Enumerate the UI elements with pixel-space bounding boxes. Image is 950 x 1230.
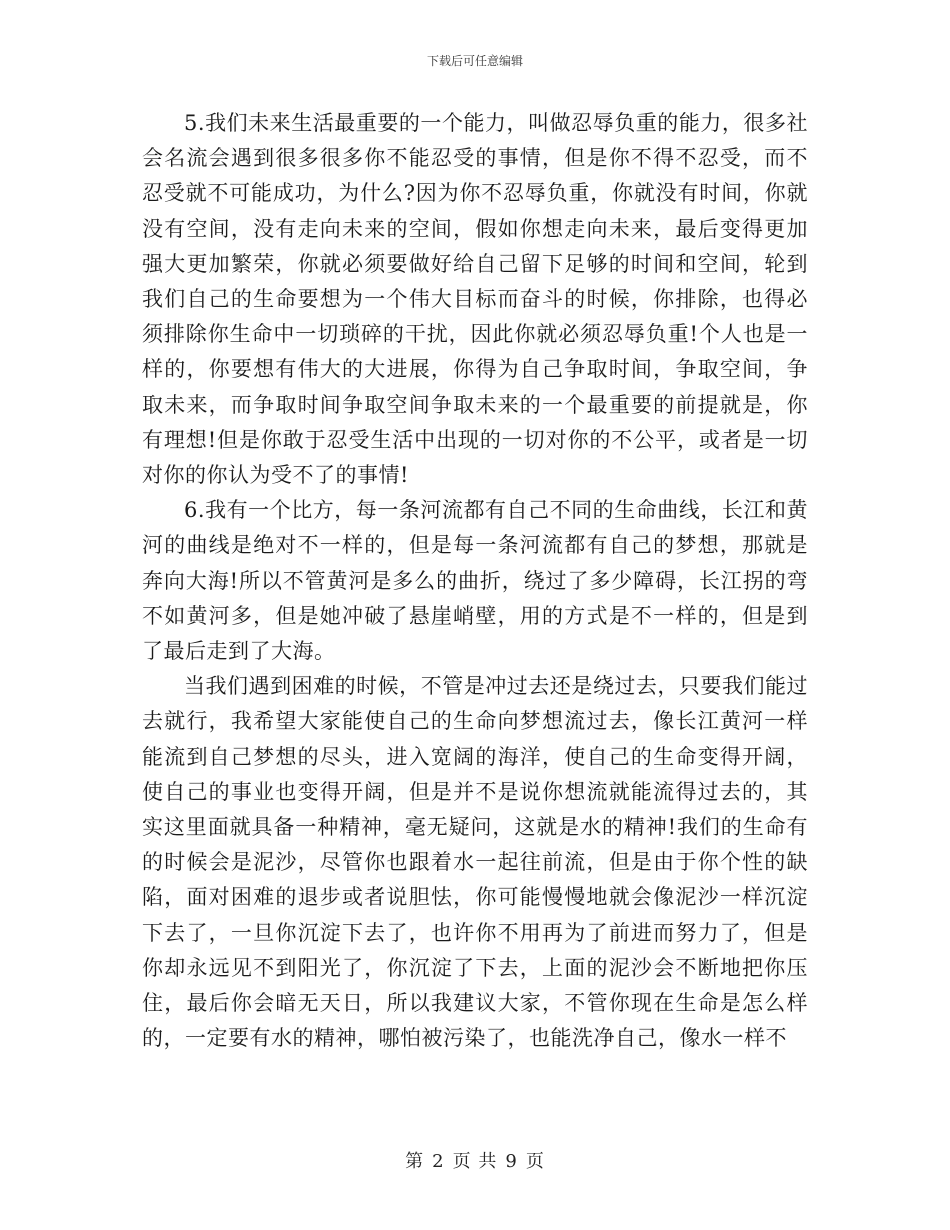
- document-body: [142, 106, 808, 1056]
- page-header-note: 下载后可任意编辑: [426, 54, 523, 68]
- footer-suffix: 页: [525, 1151, 545, 1172]
- footer-middle: 页 共: [452, 1151, 498, 1172]
- paragraph-5: 5.我们未来生活最重要的一个能力，叫做忍辱负重的能力，很多社会名流会遇到很多很多你不能忍受的事情，但是你不得不忍受，而不忍受就不可能成功，为什么?因为你不忍辱负重，你就没有时间，你就没有空间，没有走向未来的空间，假如你想走向未来，最后变得更加强大更加繁荣，你就必须要做好给自己留下足够的时间和空间，轮到我们自己的生命要想为一个伟大目标而奋斗的时候，你排除，也得必须排除你生命中一切琐碎的干扰，因此你就必须忍辱负重!个人也是一样的，你要想有伟大的大进展，你得为自己争取时间，争取空间，争取未来，而争取时间争取空间争取未来的一个最重要的前提就是，你有理想!但是你敢于忍受生活中出现的一切对你的不公平，或者是一切对你的你认为受不了的事情!: [142, 111, 808, 488]
- footer-prefix: 第: [405, 1151, 425, 1172]
- paragraph-6: 6.我有一个比方，每一条河流都有自己不同的生命曲线，长江和黄河的曲线是绝对不一样的，但是每一条河流都有自己的梦想，那就是奔向大海!所以不管黄河是多么的曲折，绕过了多少障碍，长江拐的弯不如黄河多，但是她冲破了悬崖峭壁，用的方式是不一样的，但是到了最后走到了大海。: [142, 498, 808, 664]
- footer-current-page: 2: [432, 1151, 445, 1172]
- page-footer: [0, 1150, 950, 1174]
- footer-total-pages: 9: [505, 1151, 518, 1172]
- paragraph-continuation: 当我们遇到困难的时候，不管是冲过去还是绕过去，只要我们能过去就行，我希望大家能使自己的生命向梦想流过去，像长江黄河一样能流到自己梦想的尽头，进入宽阔的海洋，使自己的生命变得开阔，使自己的事业也变得开阔，但是并不是说你想流就能流得过去的，其实这里面就具备一种精神，毫无疑问，这就是水的精神!我们的生命有的时候会是泥沙，尽管你也跟着水一起往前流，但是由于你个性的缺陷，面对困难的退步或者说胆怯，你可能慢慢地就会像泥沙一样沉淀下去了，一旦你沉淀下去了，也许你不用再为了前进而努力了，但是你却永远见不到阳光了，你沉淀了下去，上面的泥沙会不断地把你压住，最后你会暗无天日，所以我建议大家，不管你现在生命是怎么样的，一定要有水的精神，哪怕被污染了，也能洗净自己，像水一样不: [142, 674, 808, 1051]
